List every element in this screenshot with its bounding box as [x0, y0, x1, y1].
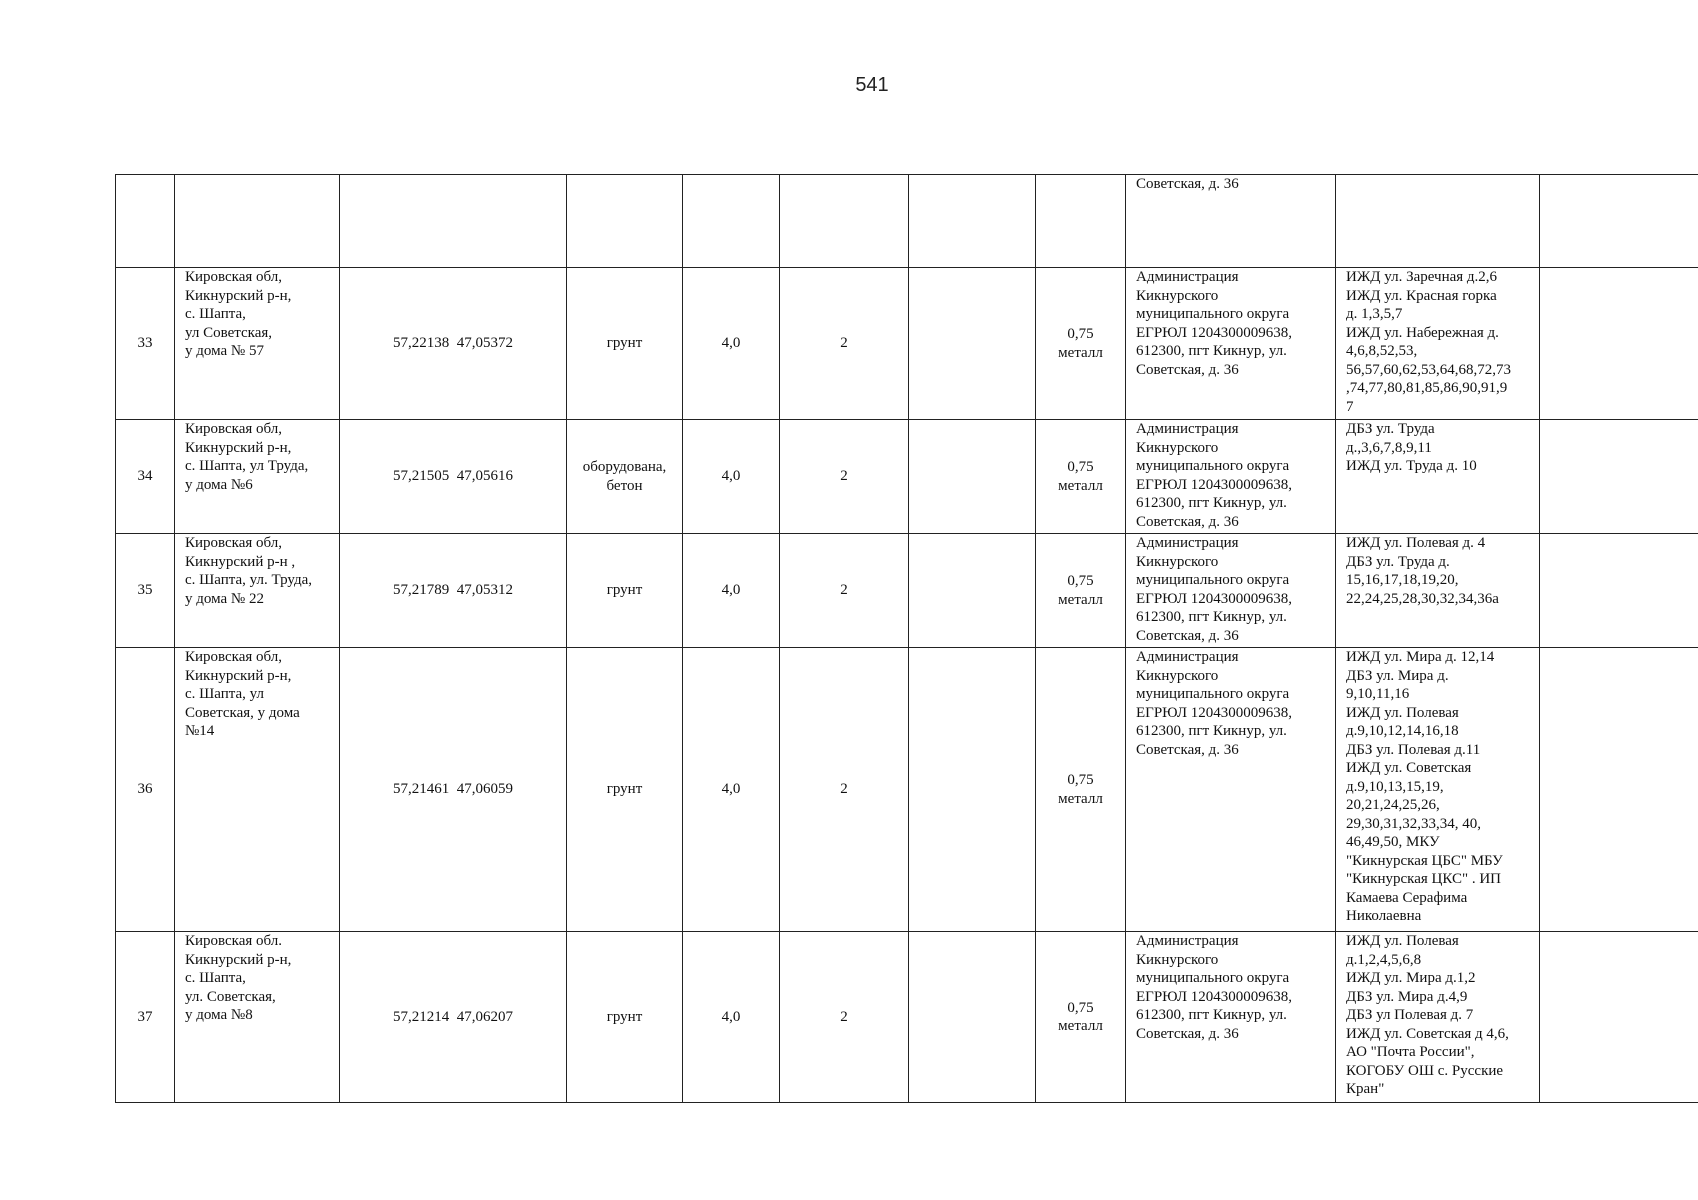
longitude: 47,05312: [456, 582, 513, 599]
area-cell: [683, 175, 780, 268]
table-row: [116, 268, 1698, 420]
volume-material-cell: [1036, 175, 1126, 268]
latitude: 57,21505: [393, 468, 450, 485]
table-row: [116, 932, 1698, 1103]
waste-sources-text: ДБЗ ул. Труда д.,3,6,7,8,9,11 ИЖД ул. Труда д. 10: [1346, 421, 1477, 474]
container-count: 2: [840, 781, 848, 798]
volume-material-cell: [1036, 420, 1126, 534]
container-count-cell: [780, 648, 909, 932]
registry-table: [115, 174, 1698, 1103]
blank-cell: [1540, 534, 1698, 648]
container-count: 2: [840, 468, 848, 485]
container-count-cell: [780, 175, 909, 268]
container-count-cell: [780, 932, 909, 1103]
address-cell: [175, 268, 340, 420]
surface-cell: [567, 175, 683, 268]
coordinates-cell: [340, 175, 567, 268]
volume-material-cell: [1036, 932, 1126, 1103]
row-number: 35: [137, 582, 153, 599]
row-number: 37: [137, 1008, 153, 1025]
area-value: 4,0: [721, 1008, 741, 1025]
address-cell: [175, 534, 340, 648]
area-cell: [683, 932, 780, 1103]
address-cell: [175, 932, 340, 1103]
owner-text: Советская, д. 36: [1136, 176, 1239, 192]
surface-cell: [567, 932, 683, 1103]
surface-text: грунт: [606, 781, 643, 798]
waste-sources-cell: [1336, 932, 1540, 1103]
owner-text: Администрация Кикнурского муниципального округа ЕГРЮЛ 1204300009638, 612300, пгт Кикнур, ул. Советская, д. 36: [1136, 649, 1293, 758]
surface-text: грунт: [606, 335, 643, 352]
volume-material: 0,75 металл: [1058, 772, 1103, 807]
coordinates-cell: [340, 534, 567, 648]
latitude: 57,22138: [393, 335, 450, 352]
row-number-cell: [116, 175, 175, 268]
area-cell: [683, 420, 780, 534]
waste-sources-cell: [1336, 420, 1540, 534]
address-text: Кировская обл, Кикнурский р-н , с. Шапта, ул. Труда, у дома № 22: [185, 535, 312, 607]
address-text: Кировская обл, Кикнурский р-н, с. Шапта, ул Труда, у дома №6: [185, 421, 309, 493]
surface-cell: [567, 268, 683, 420]
row-number: 34: [137, 468, 153, 485]
container-count-cell: [780, 420, 909, 534]
waste-sources-cell: [1336, 534, 1540, 648]
area-value: 4,0: [721, 335, 741, 352]
table-body: [116, 175, 1698, 1103]
owner-cell: [1126, 420, 1336, 534]
area-value: 4,0: [721, 468, 741, 485]
row-number-cell: [116, 268, 175, 420]
blank-cell: [1540, 932, 1698, 1103]
area-value: 4,0: [721, 582, 741, 599]
area-cell: [683, 534, 780, 648]
blank-cell: [1540, 648, 1698, 932]
coordinates-cell: [340, 932, 567, 1103]
volume-material-cell: [1036, 534, 1126, 648]
volume-material-cell: [1036, 268, 1126, 420]
waste-sources-text: ИЖД ул. Полевая д.1,2,4,5,6,8 ИЖД ул. Мира д.1,2 ДБЗ ул. Мира д.4,9 ДБЗ ул Полевая д. 7 ИЖД ул. Советская д 4,6, АО "Почта России", КОГОБУ ОШ с. Русские Кран": [1346, 933, 1509, 1097]
area-cell: [683, 268, 780, 420]
row-number-cell: [116, 932, 175, 1103]
latitude: 57,21214: [393, 1008, 450, 1025]
owner-text: Администрация Кикнурского муниципального округа ЕГРЮЛ 1204300009638, 612300, пгт Кикнур, ул. Советская, д. 36: [1136, 269, 1293, 378]
address-text: Кировская обл, Кикнурский р-н, с. Шапта, ул Советская, у дома №14: [185, 649, 300, 739]
coordinates-cell: [340, 420, 567, 534]
empty-cell: [909, 534, 1036, 648]
address-text: Кировская обл. Кикнурский р-н, с. Шапта, ул. Советская, у дома №8: [185, 933, 292, 1023]
surface-cell: [567, 534, 683, 648]
row-number-cell: [116, 534, 175, 648]
empty-cell: [909, 648, 1036, 932]
owner-cell: [1126, 534, 1336, 648]
container-count: 2: [840, 335, 848, 352]
waste-sources-cell: [1336, 175, 1540, 268]
address-cell: [175, 175, 340, 268]
blank-cell: [1540, 420, 1698, 534]
address-cell: [175, 420, 340, 534]
owner-text: Администрация Кикнурского муниципального округа ЕГРЮЛ 1204300009638, 612300, пгт Кикнур, ул. Советская, д. 36: [1136, 421, 1293, 530]
owner-cell: [1126, 932, 1336, 1103]
container-count: 2: [840, 582, 848, 599]
waste-sources-cell: [1336, 268, 1540, 420]
row-number-cell: [116, 648, 175, 932]
coordinates-cell: [340, 268, 567, 420]
owner-text: Администрация Кикнурского муниципального округа ЕГРЮЛ 1204300009638, 612300, пгт Кикнур, ул. Советская, д. 36: [1136, 535, 1293, 644]
owner-cell: [1126, 268, 1336, 420]
table-row: [116, 648, 1698, 932]
volume-material: 0,75 металл: [1058, 573, 1103, 608]
address-text: Кировская обл, Кикнурский р-н, с. Шапта, ул Советская, у дома № 57: [185, 269, 292, 359]
longitude: 47,06207: [456, 1008, 513, 1025]
table-row: [116, 175, 1698, 268]
surface-cell: [567, 648, 683, 932]
surface-cell: [567, 420, 683, 534]
owner-text: Администрация Кикнурского муниципального округа ЕГРЮЛ 1204300009638, 612300, пгт Кикнур, ул. Советская, д. 36: [1136, 933, 1293, 1042]
coordinates-cell: [340, 648, 567, 932]
address-cell: [175, 648, 340, 932]
volume-material: 0,75 металл: [1058, 999, 1103, 1034]
row-number: 36: [137, 781, 153, 798]
owner-cell: [1126, 175, 1336, 268]
blank-cell: [1540, 268, 1698, 420]
empty-cell: [909, 175, 1036, 268]
waste-sources-text: ИЖД ул. Заречная д.2,6 ИЖД ул. Красная горка д. 1,3,5,7 ИЖД ул. Набережная д. 4,6,8,52,53, 56,57,60,62,53,64,68,72,73 ,74,77,80,81,85,86,90,91,9 7: [1346, 269, 1511, 415]
container-count: 2: [840, 1008, 848, 1025]
longitude: 47,06059: [456, 781, 513, 798]
empty-cell: [909, 268, 1036, 420]
table-row: [116, 420, 1698, 534]
latitude: 57,21461: [393, 781, 450, 798]
row-number-cell: [116, 420, 175, 534]
blank-cell: [1540, 175, 1698, 268]
area-cell: [683, 648, 780, 932]
waste-sources-cell: [1336, 648, 1540, 932]
latitude: 57,21789: [393, 582, 450, 599]
waste-sources-text: ИЖД ул. Мира д. 12,14 ДБЗ ул. Мира д. 9,10,11,16 ИЖД ул. Полевая д.9,10,12,14,16,18 ДБЗ ул. Полевая д.11 ИЖД ул. Советская д.9,10,13,15,19, 20,21,24,25,26, 29,30,31,32,33,34, 40, 46,49,50, МКУ "Кикнурская ЦБС" МБУ "Кикнурская ЦКС" . ИП Камаева Серафима Николаевна: [1346, 649, 1503, 924]
empty-cell: [909, 932, 1036, 1103]
longitude: 47,05372: [456, 335, 513, 352]
waste-sources-text: ИЖД ул. Полевая д. 4 ДБЗ ул. Труда д. 15,16,17,18,19,20, 22,24,25,28,30,32,34,36а: [1346, 535, 1499, 607]
row-number: 33: [137, 335, 153, 352]
volume-material: 0,75 металл: [1058, 326, 1103, 361]
volume-material: 0,75 металл: [1058, 459, 1103, 494]
container-count-cell: [780, 534, 909, 648]
surface-text: грунт: [606, 1008, 643, 1025]
container-count-cell: [780, 268, 909, 420]
page-number: 541: [855, 74, 889, 96]
surface-text: оборудована, бетон: [582, 459, 667, 494]
table-row: [116, 534, 1698, 648]
owner-cell: [1126, 648, 1336, 932]
area-value: 4,0: [721, 781, 741, 798]
surface-text: грунт: [606, 582, 643, 599]
volume-material-cell: [1036, 648, 1126, 932]
longitude: 47,05616: [456, 468, 513, 485]
empty-cell: [909, 420, 1036, 534]
